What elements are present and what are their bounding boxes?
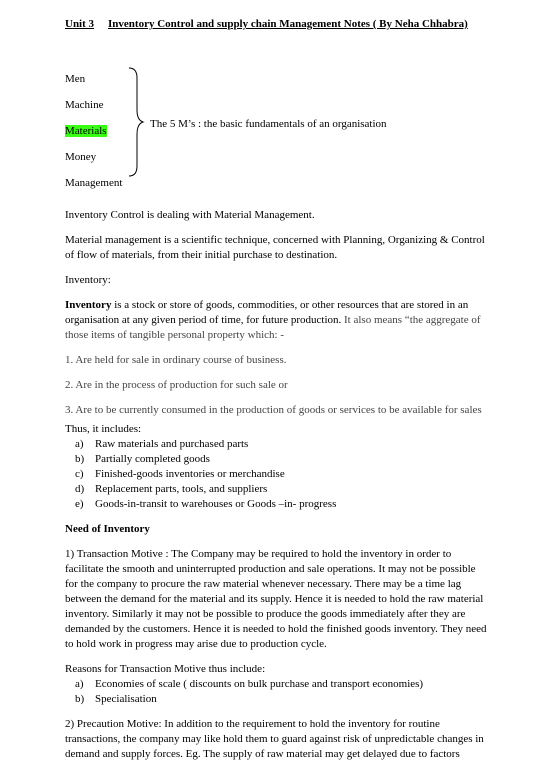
numbered-item-1: 1. Are held for sale in ordinary course of business. — [65, 354, 287, 366]
includes-intro: Thus, it includes: — [65, 423, 142, 435]
list-item: Specialisation — [95, 693, 157, 705]
paragraph-transaction-motive: 1) Transaction Motive : The Company may be required to hold the inventory in order to facilitate the smooth and uninterrupted production and sale operations. It may not be possible for the company to procure the raw material whenever necessary. There may be a time lag between the demand for the material and its supply. Hence it is needed to hold the raw material inventory. Similarly it may not be possible to produce the goods immediately after they are demanded by the customers. Hence it is needed to hold the finished goods inventory. They need to hold work in progress may arise due to production cycle. — [65, 548, 487, 650]
list-item: Economies of scale ( discounts on bulk purchase and transport economies) — [95, 678, 424, 690]
m-item-men: Men — [65, 73, 86, 85]
five-ms-caption: The 5 M’s : the basic fundamentals of an organisation — [150, 118, 387, 130]
curly-brace-icon — [125, 66, 145, 178]
heading-need-of-inventory: Need of Inventory — [65, 523, 150, 535]
includes-list — [65, 437, 487, 512]
paragraph-inventory-control: Inventory Control is dealing with Material Management. — [65, 209, 315, 221]
list-item: Goods-in-transit to warehouses or Goods –in- progress — [95, 498, 337, 510]
header-title: Inventory Control and supply chain Management Notes ( By Neha Chhabra) — [108, 18, 468, 30]
paragraph-inventory-definition — [65, 298, 487, 343]
document-body — [65, 208, 487, 772]
definition-text: is a stock or store of goods, commodities, or other resources that are stored in an organisation at any given period of time, for future production. — [65, 299, 469, 326]
heading-inventory: Inventory: — [65, 274, 111, 286]
page-header — [65, 18, 485, 30]
definition-aggregate: It also means “the aggregate of those items of tangible personal property which: - — [65, 314, 481, 341]
m-item-machine: Machine — [65, 99, 104, 111]
list-item: Finished-goods inventories or merchandise — [95, 468, 285, 480]
list-item: Replacement parts, tools, and suppliers — [95, 483, 268, 495]
m-item-materials: Materials — [65, 125, 107, 137]
numbered-item-3: 3. Are to be currently consumed in the production of goods or services to be available for sales — [65, 404, 482, 416]
m-item-money: Money — [65, 151, 97, 163]
unit-label: Unit 3 — [65, 18, 95, 30]
reasons-intro: Reasons for Transaction Motive thus include: — [65, 663, 266, 675]
list-item: Raw materials and purchased parts — [95, 438, 249, 450]
paragraph-material-management: Material management is a scientific technique, concerned with Planning, Organizing & Control of flow of materials, from their initial purchase to destination. — [65, 234, 485, 261]
paragraph-precaution-motive: 2) Precaution Motive: In addition to the requirement to hold the inventory for routine transactions, the company may like hold them to guard against risk of unpredictable changes in demand and supply forces. Eg. The supply of raw material may get delayed due to factors — [65, 718, 484, 760]
list-item: Partially completed goods — [95, 453, 210, 465]
m-item-management: Management — [65, 177, 123, 189]
numbered-item-2: 2. Are in the process of production for such sale or — [65, 379, 288, 391]
term-inventory: Inventory — [65, 299, 112, 311]
five-ms-list — [65, 66, 122, 196]
reasons-list — [65, 677, 487, 707]
